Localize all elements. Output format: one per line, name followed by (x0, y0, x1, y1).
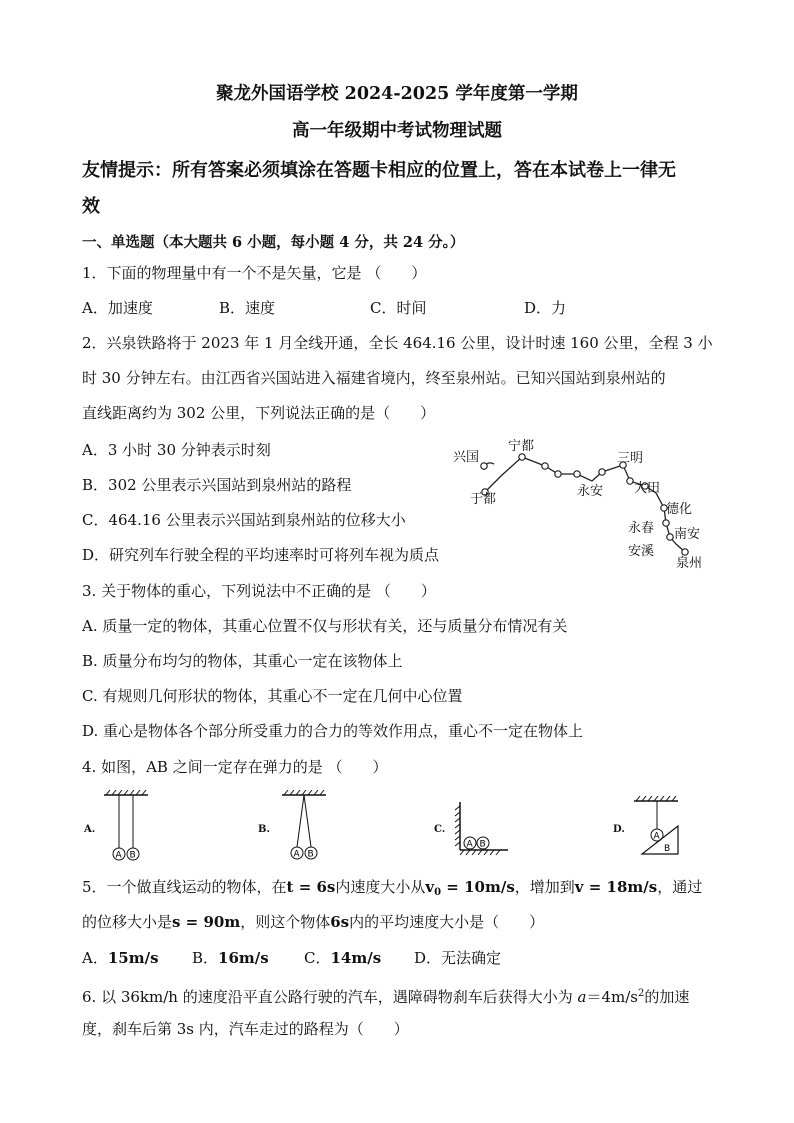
q1-option-d: D．力 (524, 299, 567, 317)
figure-d-ball-a: A (653, 831, 660, 842)
map-label-anxi: 安溪 (628, 544, 655, 559)
exam-subtitle: 高一年级期中考试物理试题 (292, 121, 502, 141)
q2-option-c: C．464.16 公里表示兴国站到泉州站的位移大小 (82, 511, 406, 529)
figure-a-ball-a: A (115, 850, 122, 861)
q1-option-c: C．时间 (370, 299, 427, 317)
question-2-line-2: 时 30 分钟左右。由江西省兴国站进入福建省境内，终至泉州站。已知兴国站到泉州站的 (82, 369, 666, 387)
question-5-line-2: 的位移大小是s = 90m，则这个物体6s内的平均速度大小是（ ） (82, 913, 545, 931)
figure-b-label: B. (258, 824, 270, 835)
question-1-stem: 1．下面的物理量中有一个不是矢量，它是 （ ） (82, 264, 427, 282)
figure-a-diagram (100, 790, 160, 865)
map-label-dehua: 德化 (666, 502, 693, 517)
q2-option-d: D．研究列车行驶全程的平均速率时可将列车视为质点 (82, 546, 440, 564)
map-label-yongan: 永安 (577, 484, 604, 499)
q2-option-b: B．302 公里表示兴国站到泉州站的路程 (82, 476, 352, 494)
figure-c-diagram (452, 800, 512, 855)
figure-b-diagram (278, 790, 338, 865)
figure-b-ball-b: B (307, 849, 314, 860)
q5-option-b: B．16m/s (192, 949, 269, 967)
q3-option-c: C. 有规则几何形状的物体，其重心不一定在几何中心位置 (82, 687, 463, 705)
q3-option-a: A. 质量一定的物体，其重心位置不仅与形状有关，还与质量分布情况有关 (82, 617, 568, 635)
figure-d-block-b: B (664, 844, 671, 854)
figure-c-ball-a: A (466, 839, 473, 850)
map-label-yudu: 于都 (470, 492, 497, 507)
map-label-datian: 大田 (634, 481, 661, 496)
q1-option-a: A．加速度 (82, 299, 153, 317)
figure-c-label: C. (434, 824, 446, 835)
exam-title: 聚龙外国语学校 2024-2025 学年度第一学期 (216, 84, 578, 104)
figure-b-ball-a: A (293, 849, 300, 860)
map-label-ningdu: 宁都 (508, 439, 535, 454)
map-label-quanzhou: 泉州 (676, 556, 703, 571)
figure-d-diagram (630, 796, 690, 861)
question-6-line-1: 6. 以 36km/h 的速度沿平直公路行驶的汽车，遇障碍物刹车后获得大小为 $a=4m/s^2$的加速 (82, 988, 690, 1006)
map-label-xingguo: 兴国 (453, 450, 480, 465)
question-6-line-2: 度，刹车后第 3s 内，汽车走过的路程为（ ） (82, 1020, 409, 1038)
q3-option-d: D. 重心是物体各个部分所受重力的合力的等效作用点，重心不一定在物体上 (82, 722, 584, 740)
map-label-yongchun: 永春 (628, 521, 655, 536)
question-5-line-1: 5．一个做直线运动的物体，在t = 6s内速度大小从$v_0 = 10m/s$，增加到v = 18m/s，通过 (82, 878, 703, 898)
question-2-line-1: 2．兴泉铁路将于 2023 年 1 月全线开通，全长 464.16 公里，设计时速 160 公里，全程 3 小 (82, 334, 713, 352)
figure-a-ball-b: B (129, 850, 136, 861)
q5-option-a: A．15m/s (82, 949, 159, 967)
q5-option-c: C．14m/s (304, 949, 382, 967)
question-3-stem: 3. 关于物体的重心，下列说法中不正确的是 （ ） (82, 582, 436, 600)
q5-option-d: D．无法确定 (414, 949, 502, 967)
q1-option-b: B．速度 (219, 299, 276, 317)
question-2-line-3: 直线距离约为 302 公里，下列说法正确的是（ ） (82, 404, 436, 422)
figure-c-ball-b: B (479, 839, 486, 850)
notice-line-1: 友情提示：所有答案必须填涂在答题卡相应的位置上，答在本试卷上一律无 (82, 160, 676, 181)
q3-option-b: B. 质量分布均匀的物体，其重心一定在该物体上 (82, 652, 403, 670)
figure-d-label: D. (613, 824, 625, 835)
figure-a-label: A. (84, 824, 96, 835)
map-label-nanan: 南安 (674, 527, 701, 542)
section-heading: 一、单选题（本大题共 6 小题，每小题 4 分，共 24 分。） (82, 234, 465, 251)
question-4-stem: 4. 如图，AB 之间一定存在弹力的是 （ ） (82, 758, 388, 776)
railway-route-map (440, 430, 720, 580)
notice-line-2: 效 (82, 196, 100, 217)
q2-option-a: A．3 小时 30 分钟表示时刻 (82, 441, 271, 459)
map-label-sanming: 三明 (617, 451, 644, 466)
